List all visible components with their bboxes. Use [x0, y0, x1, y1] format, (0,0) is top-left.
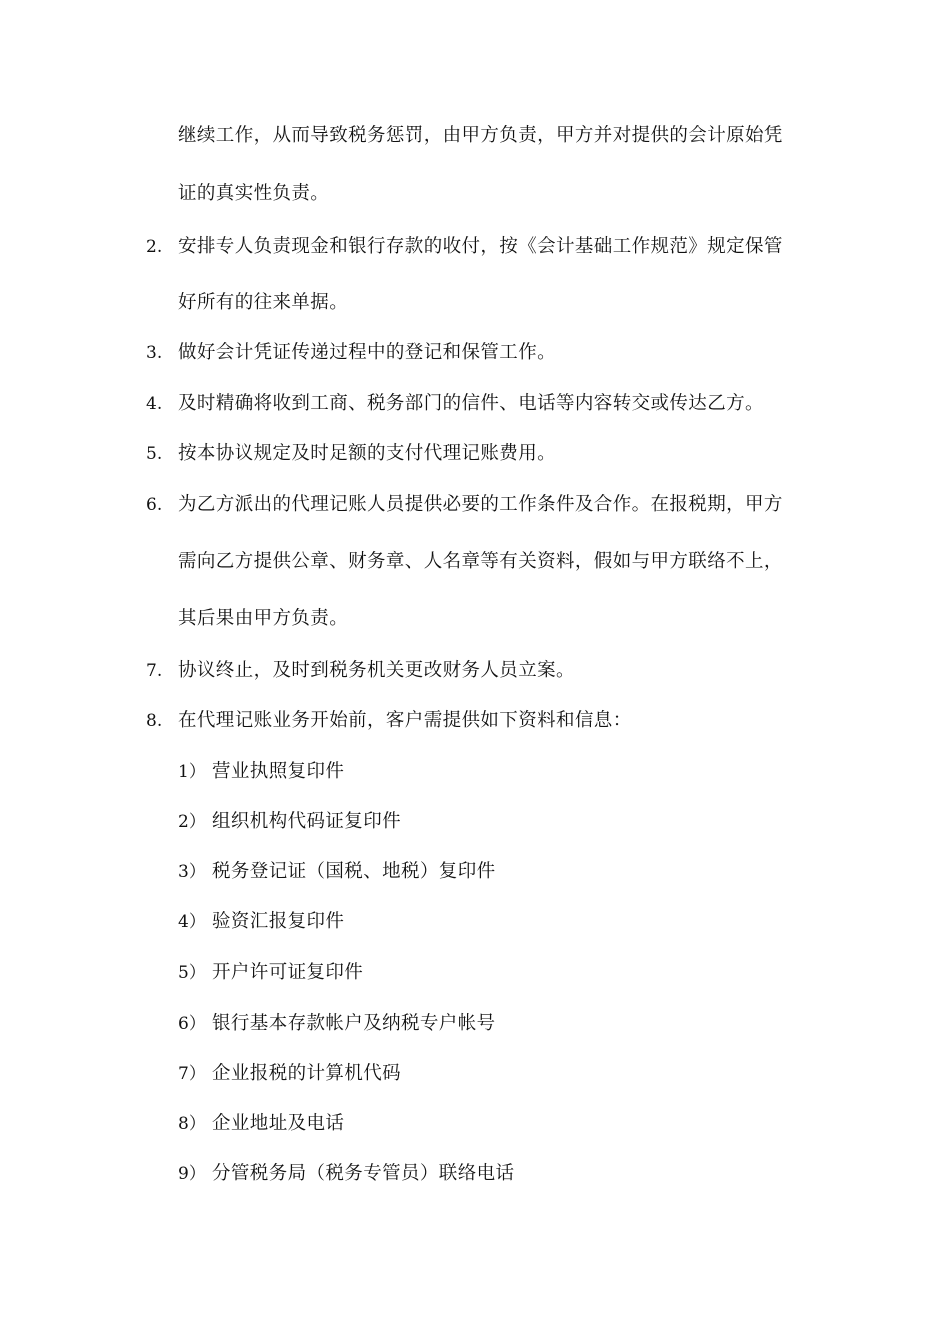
- item-text: 安排专人负责现金和银行存款的收付，按《会计基础工作规范》规定保管: [178, 236, 783, 257]
- subitem-number: 4）: [178, 912, 206, 932]
- subitem-text: 营业执照复印件: [212, 761, 345, 782]
- item-text: 及时精确将收到工商、税务部门的信件、电话等内容转交或传达乙方。: [178, 393, 764, 414]
- subitem-number: 8）: [178, 1114, 206, 1134]
- item-text: 为乙方派出的代理记账人员提供必要的工作条件及合作。在报税期，甲方: [178, 494, 783, 515]
- continuation-line: 证的真实性负责。: [178, 183, 330, 204]
- item-number: 6.: [146, 495, 163, 515]
- subitem-number: 1）: [178, 762, 206, 782]
- item-number: 5.: [146, 444, 163, 464]
- item-number: 3.: [146, 343, 163, 363]
- subitem-text: 分管税务局（税务专管员）联络电话: [212, 1163, 515, 1184]
- subitem-number: 5）: [178, 963, 206, 983]
- subitem-number: 2）: [178, 812, 206, 832]
- item-number: 7.: [146, 661, 163, 681]
- continuation-line: 继续工作，从而导致税务惩罚，由甲方负责，甲方并对提供的会计原始凭: [178, 125, 783, 146]
- item-text: 按本协议规定及时足额的支付代理记账费用。: [178, 443, 557, 464]
- subitem-number: 7）: [178, 1064, 206, 1084]
- item-text: 在代理记账业务开始前，客户需提供如下资料和信息：: [178, 710, 632, 731]
- subitem-text: 验资汇报复印件: [212, 911, 345, 932]
- item-text: 其后果由甲方负责。: [178, 608, 349, 629]
- subitem-number: 6）: [178, 1014, 206, 1034]
- subitem-number: 9）: [178, 1164, 206, 1184]
- subitem-number: 3）: [178, 862, 206, 882]
- item-number: 2.: [146, 237, 163, 257]
- subitem-text: 企业报税的计算机代码: [212, 1063, 402, 1084]
- subitem-text: 组织机构代码证复印件: [212, 811, 402, 832]
- item-text: 需向乙方提供公章、财务章、人名章等有关资料，假如与甲方联络不上，: [178, 551, 783, 572]
- item-text: 好所有的往来单据。: [178, 292, 349, 313]
- item-number: 4.: [146, 394, 163, 414]
- subitem-text: 开户许可证复印件: [212, 962, 364, 983]
- subitem-text: 企业地址及电话: [212, 1113, 345, 1134]
- subitem-text: 税务登记证（国税、地税）复印件: [212, 861, 496, 882]
- subitem-text: 银行基本存款帐户及纳税专户帐号: [212, 1013, 496, 1034]
- item-number: 8.: [146, 711, 163, 731]
- item-text: 协议终止，及时到税务机关更改财务人员立案。: [178, 660, 575, 681]
- item-text: 做好会计凭证传递过程中的登记和保管工作。: [178, 342, 557, 363]
